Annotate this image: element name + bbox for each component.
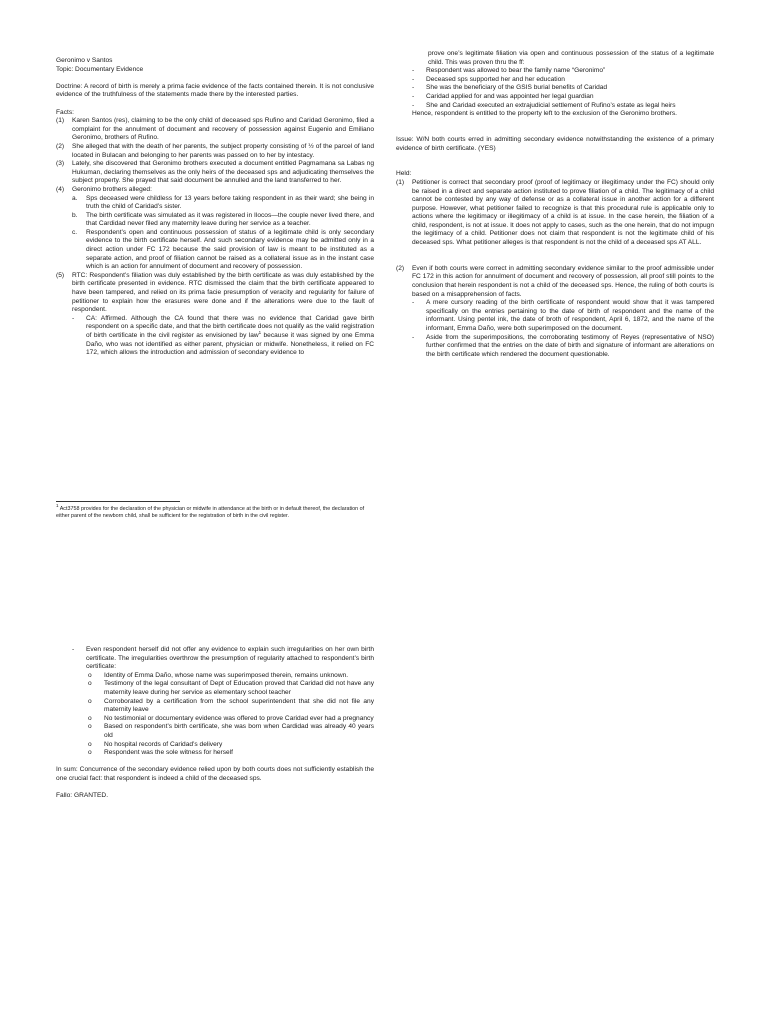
right-column	[396, 50, 714, 359]
irregularities-list	[56, 672, 374, 758]
continuation-text: prove one’s legitimate filiation via open and continuous possession of the status of a legitimate child. This was proven thru the ff:	[428, 50, 714, 66]
proof-item: - She and Caridad executed an extrajudicial settlement of Rufino’s estate as legal heirs	[412, 101, 676, 109]
issue-text: Issue: W/N both courts erred in admitting secondary evidence notwithstanding the existence of a primary evidence of birth certificate. (YES)	[396, 135, 714, 152]
alleged-item: b. The birth certificate was simulated as it was registered in Ilocos—the couple never lived there, and that Cardidad never filed any maternity leave during her service as a teacher.	[72, 211, 374, 228]
left-column	[56, 57, 374, 358]
proof-item: - Deceased sps supported her and her education	[412, 75, 565, 83]
alleged-item: a. Sps deceased were childless for 13 years before taking respondent in as their ward; she being in truth the child of Caridad’s sister.	[72, 194, 374, 211]
fallo-text: Fallo: GRANTED.	[56, 792, 109, 800]
case-title: Geronimo v Santos	[56, 57, 113, 64]
footnote-ref: 1	[258, 329, 262, 335]
irregularity-item: o Identity of Emma Daño, whose name was superimposed therein, remains unknown.	[88, 671, 349, 679]
held2-points	[396, 299, 714, 359]
irregularity-item: o Respondent was the sole witness for herself	[88, 749, 234, 757]
facts-heading: Facts:	[56, 108, 74, 116]
facts-list	[56, 117, 374, 358]
held2-point: - Aside from the superimpositions, the corroborating testimony of Reyes (representative of NSO) further confirmed that the entries on the date of birth and signature of informant are alterations on the birth certificate which rendered the document questionable.	[412, 333, 714, 358]
footnote: $^1$ Act3758 provides for the declaration of the physician or midwife in attendance at the birth or in default thereof, the declaration of either parent of the newborn child, shall be sufficient for the registration of birth in the civil register.	[56, 503, 365, 520]
proof-item: - Caridad applied for and was appointed her legal guardian	[412, 92, 594, 100]
held-item: (2) Even if both courts were correct in admitting secondary evidence similar to the proof admissible under FC 172 in this action for annulment of document and recovery of possession, all proof still points to the conclusion that herein respondent is not a child of the deceased sps. Hence, the ruling of both courts is based on a misapprehension of facts.	[396, 264, 714, 298]
irregularity-item: o Corroborated by a certification from the school superintendent that she did not file any maternity leave	[88, 697, 374, 714]
fact-item: (1) Karen Santos (res), claiming to be the only child of deceased sps Rufino and Caridad Geronimo, filed a complaint for the annulment of document and recovery of possession against Eugenio and Emiliano Geronimo, brothers of Rufino.	[56, 117, 374, 142]
held-heading: Held:	[396, 170, 412, 178]
fact-item: (3) Lately, she discovered that Geronimo brothers executed a document entitled Pagmamana sa Labas ng Hukuman, declaring themselves as the only heirs of the deceased sps and adjudicating themselves the subject property. She prayed that said document be annulled and the land transferred to her.	[56, 160, 374, 185]
ca-ruling: - CA: Affirmed. Although the CA found that there was no evidence that Caridad gave birth respondent on a specific date, and that the birth certificate does not qualify as the valid registration of birth certificate in the civil register as envisioned by law$^1$ because it was signed by one Emma Daño, who was not identified as either parent, physician or midwife. Nonetheless, it relied on FC 172, which allows the introduction and admission of secondary evidence to	[72, 314, 374, 357]
second-page-column	[56, 646, 374, 801]
proof-list	[396, 67, 714, 110]
fact-item: (5) RTC: Respondent’s filiation was duly established by the birth certificate as was duly established by the birth certificate presented in evidence. RTC dismissed the claim that the birth certificate appeared to have been tampered, and relied on its prima facie presumption of veracity and regularity for failure of petitioner to explain how the erasures were done and if the alterations were due to the fault of respondent.	[56, 271, 374, 314]
fact-item: (2) She alleged that with the death of her parents, the subject property consisting of ½ of the parcel of land located in Bulacan and belonging to her parents was passed on to her by intestacy.	[56, 142, 374, 159]
fact-item: (4) Geronimo brothers alleged:	[56, 185, 152, 193]
held2-point: - A mere cursory reading of the birth certificate of respondent would show that it was tampered specifically on the entries pertaining to the date of birth of respondent and the name of the informant. Using pentel ink, the date of broth of respondent, April 6, 1872, and the name of the informant, Emma Daño, were both superimposed on the document.	[412, 299, 714, 332]
proof-item: - She was the beneficiary of the GSIS burial benefits of Caridad	[412, 84, 608, 92]
irregularity-item: o No testimonial or documentary evidence was offered to prove Caridad ever had a pregnancy	[88, 714, 374, 722]
irregularities-lead: - Even respondent herself did not offer any evidence to explain such irregularities on her own birth certificate. The irregularities overthrow the presumption of regularity attached to respondent’s birth certificate:	[72, 646, 374, 671]
hence-text: Hence, respondent is entitled to the property left to the exclusion of the Geronimo brothers.	[412, 110, 677, 118]
irregularity-item: o Testimony of the legal consultant of Dept of Education proved that Caridad did not have any maternity leave during her service as elementary school teacher	[88, 680, 374, 696]
irregularity-item: o Based on respondent’s birth certificate, she was born when Cardidad was already 40 years old	[88, 723, 374, 739]
doctrine: Doctrine: A record of birth is merely a prima facie evidence of the facts contained therein. It is not conclusive evidence of the truthfulness of the statements made there by the interested parties.	[56, 82, 374, 99]
held-item: (1) Petitioner is correct that secondary proof (proof of legitimacy or illegitimacy under the FC) should only be raised in a direct and separate action instituted to prove filiation of a child. The legitimacy of a child cannot be contested by any way of defense or as a collateral issue in another action for a different purpose. However, what petitioner failed to recognize is that this procedural rule is applicable only to actions where the legitimacy or illegitimacy of a child is at issue. In the case herein, the filiation of a child, respondent, is not at issue. It does not apply to cases, such as the one herein, that do not impugn the legitimacy of a child. Petitioner does not claim that respondent is not the legitimate child of his deceased sps. What petitioner alleges is that respondent is not the child of a deceased sps AT ALL.	[396, 178, 714, 247]
footnote-rule	[56, 501, 180, 502]
proof-item: - Respondent was allowed to bear the family name “Geronimo”	[412, 67, 606, 75]
in-sum-text: In sum: Concurrence of the secondary evidence relied upon by both courts does not sufficiently establish the one crucial fact: that respondent is indeed a child of the deceased sps.	[56, 766, 374, 782]
topic: Topic: Documentary Evidence	[56, 65, 144, 73]
irregularity-item: o No hospital records of Caridad’s delivery	[88, 740, 223, 748]
alleged-item: c. Respondent’s open and continuous possession of status of a legitimate child is only secondary evidence to the birth certificate herself. And such secondary evidence may be admitted only in a direct action under FC 172 because the said provision of law is meant to be instituted as a separate action, and proof of filiation cannot be raised as a collateral issue as in the instant case which is an action for annulment of document and recovery of possession.	[72, 228, 374, 271]
